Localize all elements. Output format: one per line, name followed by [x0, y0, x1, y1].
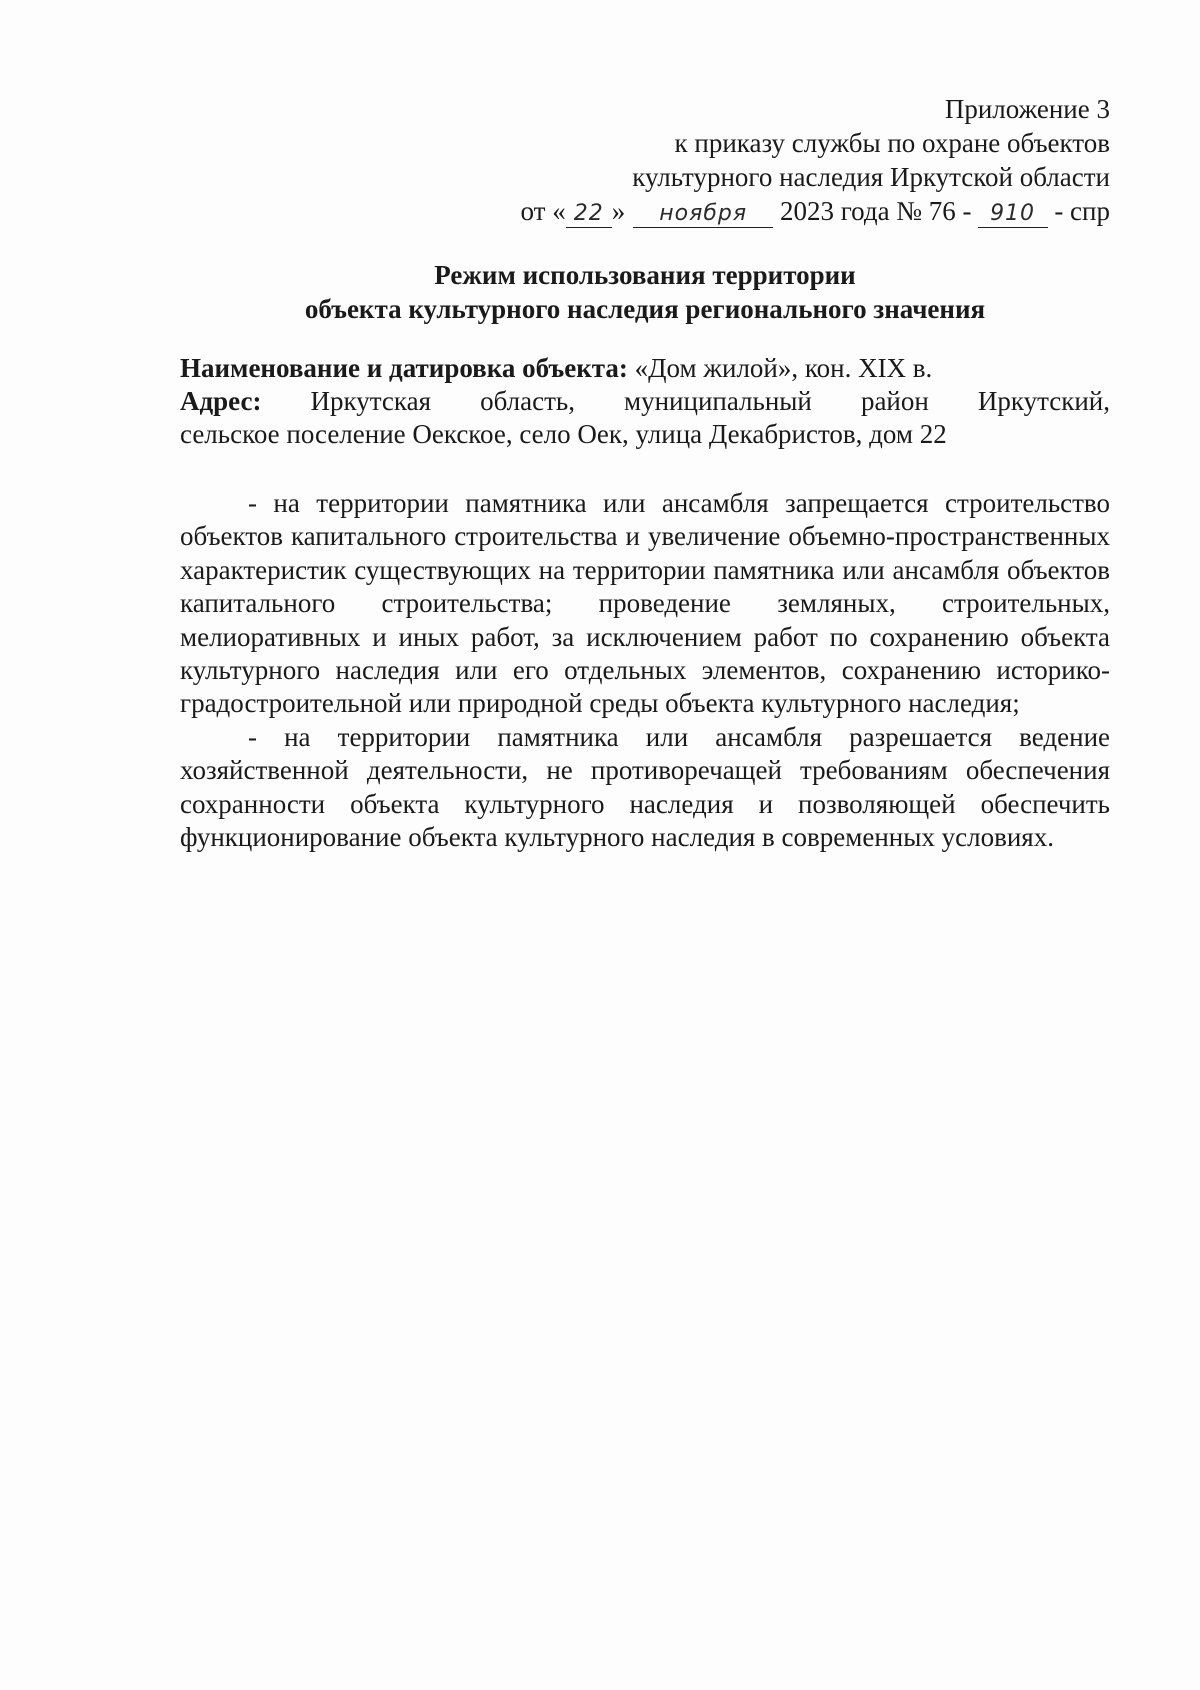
- appendix-number: Приложение 3: [944, 94, 1110, 124]
- object-name-label: Наименование и датировка объекта:: [180, 353, 628, 383]
- object-address-line-2: сельское поселение Оекское, село Оек, улица Декабристов, дом 22: [180, 419, 947, 449]
- regime-text: [180, 487, 1110, 854]
- appendix-authority-line: культурного наследия Иркутской области: [632, 162, 1110, 192]
- object-address-line-1: Иркутская область, муниципальный район Иркутский,: [310, 386, 1111, 416]
- object-name-value: «Дом жилой», кон. XIX в.: [634, 353, 933, 383]
- paragraph-prohibitions: - на территории памятника или ансамбля запрещается строительство объектов капитального строительства и увеличение объемно-пространственных характеристик существующих на территории памятника или ансамбля объектов капитального строительства; проведение земляных, строительных, мелиоративных и иных работ, за исключением работ по сохранению объекта культурного наследия или его отдельных элементов, сохранению историко-градостроительной или природной среды объекта культурного наследия;: [180, 488, 1110, 719]
- object-info: [180, 352, 1110, 451]
- object-address-label: Адрес:: [180, 386, 262, 416]
- object-address-line: [180, 385, 1110, 418]
- date-day-close: »: [611, 196, 626, 226]
- title-line-2: объекта культурного наследия регионального значения: [304, 294, 986, 324]
- handwritten-month: ноября: [633, 201, 773, 228]
- appendix-date-line: [390, 194, 1110, 228]
- title-line-1: Режим использования территории: [434, 260, 856, 290]
- document-title: [180, 258, 1110, 326]
- handwritten-order-number: 910: [978, 201, 1048, 228]
- object-name-line: [180, 352, 1110, 385]
- appendix-header: [390, 92, 1110, 228]
- handwritten-day: 22: [566, 201, 612, 228]
- paragraph-permissions: - на территории памятника или ансамбля разрешается ведение хозяйственной деятельности, не противоречащей требованиям обеспечения сохранности объекта культурного наследия и позволяющей обеспечить функционирование объекта культурного наследия в современных условиях.: [180, 721, 1110, 853]
- date-prefix: от «: [520, 196, 566, 226]
- date-year-text: 2023 года № 76 -: [779, 196, 972, 226]
- order-suffix: - спр: [1054, 196, 1110, 226]
- appendix-order-line: к приказу службы по охране объектов: [674, 128, 1110, 158]
